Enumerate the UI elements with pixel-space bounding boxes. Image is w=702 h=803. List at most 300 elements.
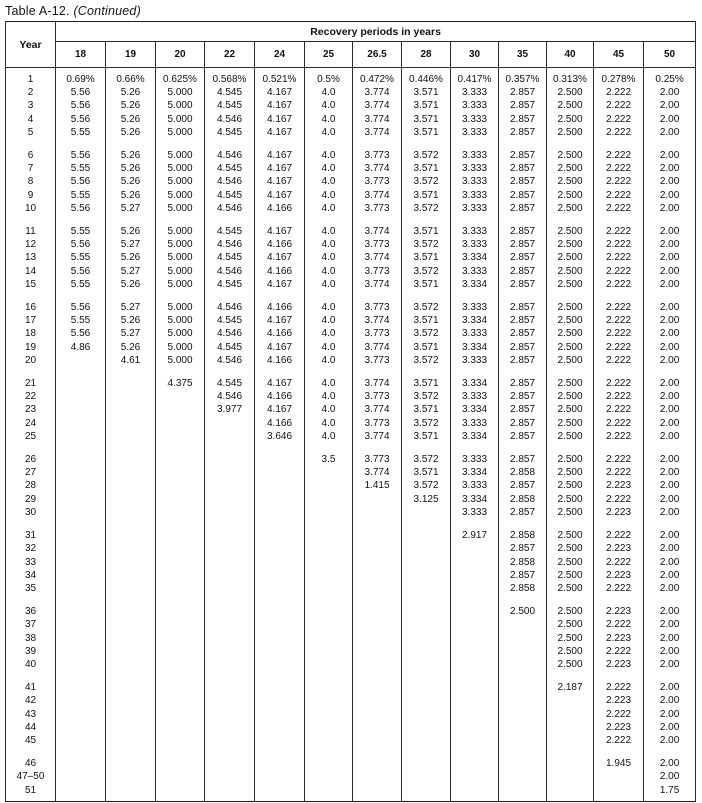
value-cell-40yr: 2.500 (547, 189, 594, 202)
value-cell-26.5yr (353, 757, 402, 770)
value-cell-50yr: 2.00 (644, 542, 696, 555)
value-cell-25yr (305, 681, 353, 694)
value-cell-25yr (305, 529, 353, 542)
table-row-year-14 (6, 265, 696, 278)
value-cell-26.5yr (353, 632, 402, 645)
year-cell: 26 (6, 453, 56, 466)
spacer-cell (353, 519, 402, 529)
value-cell-26.5yr: 0.472% (353, 73, 402, 86)
spacer-cell (644, 747, 696, 757)
spacer-cell (156, 797, 205, 802)
value-cell-45yr: 2.222 (594, 238, 644, 251)
value-cell-22yr (205, 694, 255, 707)
value-cell-45yr: 2.223 (594, 479, 644, 492)
value-cell-45yr (594, 770, 644, 783)
value-cell-45yr: 2.223 (594, 542, 644, 555)
spacer-cell (499, 367, 547, 377)
spacer-cell (402, 797, 451, 802)
table-row-year-1 (6, 73, 696, 86)
value-cell-25yr: 4.0 (305, 189, 353, 202)
value-cell-24yr: 4.167 (255, 113, 305, 126)
value-cell-45yr: 2.222 (594, 126, 644, 139)
value-cell-26.5yr: 3.774 (353, 225, 402, 238)
year-cell: 39 (6, 645, 56, 658)
header-row-group (6, 22, 696, 42)
spacer-cell (353, 747, 402, 757)
value-cell-35yr (499, 784, 547, 797)
value-cell-19yr (106, 708, 156, 721)
value-cell-25yr (305, 770, 353, 783)
value-cell-20yr: 0.625% (156, 73, 205, 86)
value-cell-19yr (106, 493, 156, 506)
table-row-year-6 (6, 149, 696, 162)
value-cell-30yr (451, 542, 499, 555)
table-row-year-47–50 (6, 770, 696, 783)
value-cell-22yr (205, 569, 255, 582)
spacer-cell (644, 291, 696, 301)
value-cell-28yr (402, 506, 451, 519)
value-cell-35yr: 2.857 (499, 86, 547, 99)
value-cell-40yr: 2.500 (547, 175, 594, 188)
spacer-cell (305, 139, 353, 149)
spacer-cell (644, 443, 696, 453)
value-cell-30yr: 3.334 (451, 493, 499, 506)
table-row-year-33 (6, 556, 696, 569)
value-cell-40yr: 2.500 (547, 529, 594, 542)
value-cell-35yr (499, 770, 547, 783)
group-spacer-row (6, 215, 696, 225)
group-spacer-row (6, 595, 696, 605)
spacer-cell (594, 139, 644, 149)
value-cell-35yr (499, 694, 547, 707)
spacer-cell (106, 291, 156, 301)
value-cell-35yr: 2.857 (499, 175, 547, 188)
value-cell-25yr: 4.0 (305, 341, 353, 354)
value-cell-30yr: 3.333 (451, 99, 499, 112)
value-cell-20yr (156, 529, 205, 542)
value-cell-22yr: 4.546 (205, 238, 255, 251)
year-cell: 6 (6, 149, 56, 162)
year-cell: 23 (6, 403, 56, 416)
value-cell-45yr: 2.222 (594, 202, 644, 215)
value-cell-22yr (205, 645, 255, 658)
table-row-year-23 (6, 403, 696, 416)
value-cell-35yr: 2.857 (499, 202, 547, 215)
spacer-cell (402, 443, 451, 453)
value-cell-20yr (156, 645, 205, 658)
value-cell-35yr: 2.857 (499, 314, 547, 327)
spacer-cell (594, 215, 644, 225)
value-cell-40yr: 2.500 (547, 162, 594, 175)
spacer-cell (156, 747, 205, 757)
spacer-cell (106, 671, 156, 681)
value-cell-19yr: 5.27 (106, 265, 156, 278)
value-cell-26.5yr: 3.774 (353, 341, 402, 354)
value-cell-26.5yr: 3.773 (353, 175, 402, 188)
year-cell: 18 (6, 327, 56, 340)
value-cell-22yr: 4.545 (205, 314, 255, 327)
value-cell-25yr (305, 734, 353, 747)
value-cell-25yr: 4.0 (305, 314, 353, 327)
spacer-cell (255, 519, 305, 529)
value-cell-20yr: 5.000 (156, 251, 205, 264)
value-cell-45yr: 2.222 (594, 453, 644, 466)
value-cell-20yr (156, 605, 205, 618)
value-cell-18yr (56, 430, 106, 443)
value-cell-28yr: 3.571 (402, 278, 451, 291)
spacer-cell (6, 797, 56, 802)
table-row-year-42 (6, 694, 696, 707)
value-cell-22yr: 4.546 (205, 113, 255, 126)
value-cell-50yr: 2.00 (644, 721, 696, 734)
column-header-35: 35 (499, 42, 547, 68)
value-cell-24yr: 4.166 (255, 417, 305, 430)
value-cell-28yr: 3.571 (402, 377, 451, 390)
table-row-year-16 (6, 301, 696, 314)
value-cell-45yr: 2.222 (594, 708, 644, 721)
value-cell-26.5yr: 3.774 (353, 377, 402, 390)
table-row-year-15 (6, 278, 696, 291)
spacer-cell (106, 215, 156, 225)
value-cell-19yr (106, 645, 156, 658)
value-cell-20yr (156, 466, 205, 479)
value-cell-50yr: 2.00 (644, 354, 696, 367)
spacer-cell (305, 747, 353, 757)
value-cell-30yr (451, 681, 499, 694)
value-cell-22yr (205, 632, 255, 645)
value-cell-25yr: 3.5 (305, 453, 353, 466)
value-cell-35yr: 2.857 (499, 569, 547, 582)
value-cell-40yr: 2.500 (547, 582, 594, 595)
value-cell-26.5yr: 3.774 (353, 126, 402, 139)
spacer-cell (255, 367, 305, 377)
value-cell-40yr: 2.500 (547, 493, 594, 506)
value-cell-19yr (106, 632, 156, 645)
value-cell-45yr: 2.222 (594, 251, 644, 264)
value-cell-18yr (56, 734, 106, 747)
value-cell-24yr: 4.167 (255, 86, 305, 99)
value-cell-30yr: 3.333 (451, 301, 499, 314)
value-cell-18yr (56, 770, 106, 783)
value-cell-40yr: 2.500 (547, 327, 594, 340)
value-cell-35yr: 2.857 (499, 113, 547, 126)
spacer-cell (305, 797, 353, 802)
value-cell-24yr: 4.166 (255, 327, 305, 340)
value-cell-18yr (56, 757, 106, 770)
value-cell-24yr (255, 645, 305, 658)
value-cell-40yr (547, 784, 594, 797)
value-cell-35yr: 2.857 (499, 327, 547, 340)
value-cell-45yr (594, 784, 644, 797)
value-cell-30yr (451, 770, 499, 783)
value-cell-20yr (156, 556, 205, 569)
value-cell-22yr: 4.546 (205, 265, 255, 278)
value-cell-22yr: 4.546 (205, 390, 255, 403)
value-cell-20yr (156, 390, 205, 403)
value-cell-26.5yr (353, 708, 402, 721)
spacer-cell (547, 443, 594, 453)
value-cell-45yr: 2.222 (594, 341, 644, 354)
spacer-cell (56, 139, 106, 149)
value-cell-28yr (402, 569, 451, 582)
value-cell-20yr: 5.000 (156, 301, 205, 314)
value-cell-30yr: 3.333 (451, 149, 499, 162)
value-cell-22yr: 4.545 (205, 225, 255, 238)
value-cell-20yr: 5.000 (156, 113, 205, 126)
value-cell-30yr: 3.333 (451, 175, 499, 188)
value-cell-22yr (205, 479, 255, 492)
spacer-cell (451, 671, 499, 681)
value-cell-35yr: 2.857 (499, 225, 547, 238)
value-cell-45yr: 2.222 (594, 556, 644, 569)
value-cell-50yr: 2.00 (644, 327, 696, 340)
table-row-year-31 (6, 529, 696, 542)
table-row-year-36 (6, 605, 696, 618)
value-cell-50yr: 0.25% (644, 73, 696, 86)
value-cell-40yr (547, 694, 594, 707)
value-cell-19yr (106, 403, 156, 416)
spacer-cell (499, 215, 547, 225)
value-cell-22yr: 4.545 (205, 251, 255, 264)
value-cell-19yr: 5.26 (106, 175, 156, 188)
spacer-cell (255, 443, 305, 453)
value-cell-30yr: 3.333 (451, 453, 499, 466)
value-cell-26.5yr (353, 605, 402, 618)
spacer-cell (6, 595, 56, 605)
value-cell-18yr: 5.56 (56, 265, 106, 278)
value-cell-28yr: 3.571 (402, 162, 451, 175)
value-cell-26.5yr: 3.773 (353, 149, 402, 162)
value-cell-19yr (106, 390, 156, 403)
value-cell-30yr: 3.333 (451, 417, 499, 430)
value-cell-26.5yr: 3.774 (353, 86, 402, 99)
year-cell: 42 (6, 694, 56, 707)
value-cell-50yr: 2.00 (644, 757, 696, 770)
value-cell-28yr (402, 618, 451, 631)
value-cell-35yr: 2.857 (499, 542, 547, 555)
value-cell-25yr: 4.0 (305, 202, 353, 215)
value-cell-24yr (255, 694, 305, 707)
value-cell-25yr (305, 645, 353, 658)
value-cell-28yr (402, 694, 451, 707)
value-cell-22yr: 4.545 (205, 377, 255, 390)
table-row-year-18 (6, 327, 696, 340)
year-cell: 36 (6, 605, 56, 618)
value-cell-24yr (255, 479, 305, 492)
value-cell-28yr (402, 681, 451, 694)
value-cell-28yr (402, 582, 451, 595)
year-cell: 30 (6, 506, 56, 519)
value-cell-22yr (205, 708, 255, 721)
value-cell-30yr: 3.333 (451, 265, 499, 278)
value-cell-30yr: 3.334 (451, 466, 499, 479)
spacer-cell (594, 291, 644, 301)
spacer-cell (56, 595, 106, 605)
table-title-continued: (Continued) (73, 4, 141, 18)
value-cell-22yr (205, 466, 255, 479)
value-cell-45yr: 0.278% (594, 73, 644, 86)
value-cell-30yr: 3.334 (451, 314, 499, 327)
value-cell-25yr: 4.0 (305, 162, 353, 175)
value-cell-40yr: 2.500 (547, 390, 594, 403)
value-cell-50yr: 2.00 (644, 251, 696, 264)
spacer-cell (402, 139, 451, 149)
value-cell-20yr (156, 506, 205, 519)
value-cell-25yr (305, 556, 353, 569)
value-cell-30yr: 3.333 (451, 479, 499, 492)
value-cell-20yr (156, 784, 205, 797)
spacer-cell (156, 367, 205, 377)
value-cell-18yr (56, 479, 106, 492)
value-cell-50yr: 2.00 (644, 430, 696, 443)
value-cell-18yr (56, 453, 106, 466)
spacer-cell (594, 367, 644, 377)
spacer-cell (353, 671, 402, 681)
value-cell-20yr: 5.000 (156, 238, 205, 251)
value-cell-19yr (106, 556, 156, 569)
value-cell-45yr: 2.222 (594, 582, 644, 595)
value-cell-24yr (255, 618, 305, 631)
value-cell-45yr: 2.222 (594, 149, 644, 162)
value-cell-20yr (156, 694, 205, 707)
spacer-cell (594, 797, 644, 802)
spacer-cell (305, 671, 353, 681)
value-cell-30yr: 3.333 (451, 113, 499, 126)
spacer-cell (402, 671, 451, 681)
table-row-year-29 (6, 493, 696, 506)
value-cell-20yr (156, 417, 205, 430)
value-cell-30yr: 3.334 (451, 251, 499, 264)
value-cell-30yr: 3.334 (451, 377, 499, 390)
value-cell-25yr (305, 466, 353, 479)
year-cell: 25 (6, 430, 56, 443)
value-cell-24yr: 4.166 (255, 202, 305, 215)
spacer-cell (255, 139, 305, 149)
value-cell-50yr: 2.00 (644, 529, 696, 542)
value-cell-20yr (156, 632, 205, 645)
spacer-cell (402, 747, 451, 757)
value-cell-35yr: 2.857 (499, 430, 547, 443)
value-cell-50yr: 2.00 (644, 681, 696, 694)
value-cell-18yr: 5.56 (56, 238, 106, 251)
year-cell: 13 (6, 251, 56, 264)
value-cell-30yr (451, 734, 499, 747)
value-cell-26.5yr: 3.774 (353, 162, 402, 175)
spacer-cell (255, 671, 305, 681)
value-cell-24yr (255, 466, 305, 479)
value-cell-26.5yr: 3.774 (353, 99, 402, 112)
value-cell-22yr (205, 582, 255, 595)
spacer-cell (6, 291, 56, 301)
value-cell-24yr: 4.167 (255, 251, 305, 264)
value-cell-45yr: 2.222 (594, 493, 644, 506)
value-cell-18yr: 5.56 (56, 86, 106, 99)
spacer-cell (6, 367, 56, 377)
value-cell-50yr: 2.00 (644, 278, 696, 291)
value-cell-45yr: 2.222 (594, 265, 644, 278)
value-cell-30yr: 3.334 (451, 430, 499, 443)
value-cell-24yr: 4.166 (255, 238, 305, 251)
value-cell-22yr (205, 453, 255, 466)
value-cell-50yr: 2.00 (644, 556, 696, 569)
spacer-cell (106, 139, 156, 149)
value-cell-40yr: 2.500 (547, 126, 594, 139)
value-cell-28yr: 3.571 (402, 341, 451, 354)
value-cell-20yr: 5.000 (156, 86, 205, 99)
value-cell-25yr (305, 569, 353, 582)
value-cell-20yr: 5.000 (156, 327, 205, 340)
value-cell-24yr (255, 721, 305, 734)
value-cell-18yr: 5.56 (56, 327, 106, 340)
value-cell-20yr (156, 542, 205, 555)
column-header-40: 40 (547, 42, 594, 68)
value-cell-50yr: 2.00 (644, 86, 696, 99)
value-cell-20yr (156, 721, 205, 734)
value-cell-26.5yr (353, 734, 402, 747)
spacer-cell (205, 443, 255, 453)
value-cell-19yr: 5.26 (106, 99, 156, 112)
value-cell-22yr (205, 417, 255, 430)
value-cell-28yr: 3.572 (402, 354, 451, 367)
value-cell-18yr (56, 784, 106, 797)
value-cell-30yr: 3.333 (451, 162, 499, 175)
value-cell-45yr: 1.945 (594, 757, 644, 770)
spacer-cell (106, 797, 156, 802)
value-cell-30yr: 3.333 (451, 126, 499, 139)
year-cell: 44 (6, 721, 56, 734)
spacer-cell (644, 595, 696, 605)
value-cell-30yr: 2.917 (451, 529, 499, 542)
value-cell-35yr: 2.857 (499, 251, 547, 264)
year-cell: 20 (6, 354, 56, 367)
value-cell-28yr (402, 708, 451, 721)
value-cell-22yr (205, 770, 255, 783)
value-cell-40yr: 2.500 (547, 430, 594, 443)
value-cell-18yr: 4.86 (56, 341, 106, 354)
value-cell-50yr: 2.00 (644, 582, 696, 595)
value-cell-40yr (547, 770, 594, 783)
value-cell-40yr: 2.500 (547, 301, 594, 314)
value-cell-50yr: 2.00 (644, 113, 696, 126)
value-cell-30yr (451, 708, 499, 721)
value-cell-24yr: 4.166 (255, 390, 305, 403)
year-cell: 31 (6, 529, 56, 542)
recovery-periods-table (5, 21, 696, 802)
year-cell: 33 (6, 556, 56, 569)
value-cell-22yr: 4.546 (205, 354, 255, 367)
column-header-25: 25 (305, 42, 353, 68)
value-cell-28yr: 3.571 (402, 225, 451, 238)
value-cell-22yr (205, 542, 255, 555)
value-cell-35yr: 2.857 (499, 265, 547, 278)
value-cell-26.5yr (353, 658, 402, 671)
value-cell-35yr: 2.857 (499, 479, 547, 492)
column-header-50: 50 (644, 42, 696, 68)
value-cell-18yr (56, 529, 106, 542)
value-cell-19yr (106, 618, 156, 631)
value-cell-25yr: 4.0 (305, 327, 353, 340)
column-header-20: 20 (156, 42, 205, 68)
value-cell-22yr: 4.545 (205, 99, 255, 112)
value-cell-28yr: 3.571 (402, 86, 451, 99)
value-cell-19yr (106, 377, 156, 390)
value-cell-22yr: 0.568% (205, 73, 255, 86)
value-cell-19yr: 0.66% (106, 73, 156, 86)
value-cell-19yr: 5.27 (106, 327, 156, 340)
spacer-cell (56, 215, 106, 225)
spacer-cell (547, 747, 594, 757)
year-cell: 41 (6, 681, 56, 694)
